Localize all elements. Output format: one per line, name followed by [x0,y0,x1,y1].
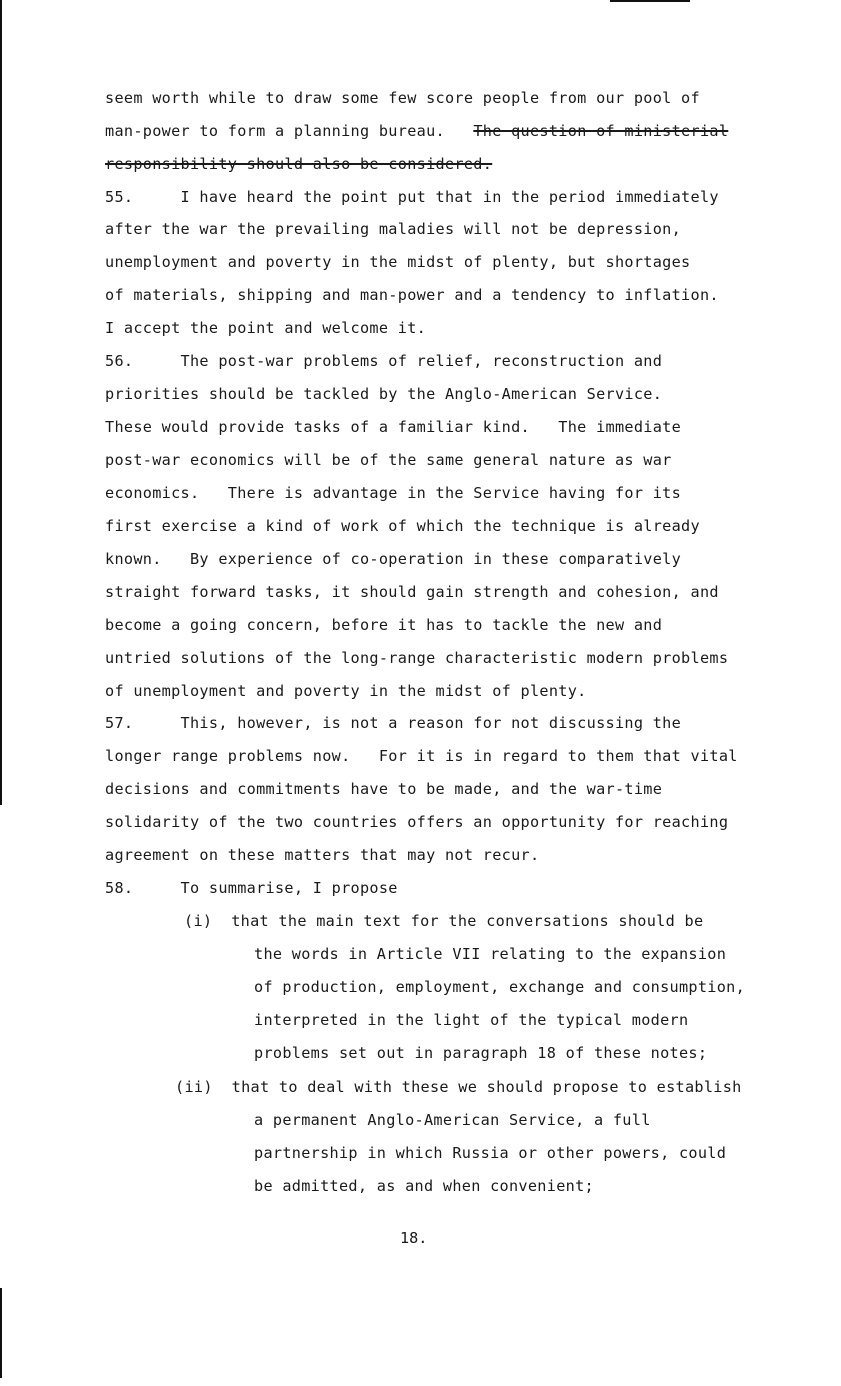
struck-text: The question of ministerial [473,122,729,140]
paragraph-56-line-9: become a going concern, before it has to tackle the new and [105,616,663,634]
struck-line: responsibility should also be considered. [105,155,493,173]
list-item-i-line-1: (i) that the main text for the conversations should be [184,912,704,930]
list-item-ii-line-1: (ii) that to deal with these we should propose to establish [175,1078,742,1096]
paragraph-55-line-1: 55. I have heard the point put that in the period immediately [105,188,719,206]
list-item-i-line-5: problems set out in paragraph 18 of these notes; [254,1044,708,1062]
text-line-2-main: man-power to form a planning bureau. [105,122,474,140]
list-item-i-line-3: of production, employment, exchange and consumption, [254,978,746,996]
paragraph-58-line-1: 58. To summarise, I propose [105,879,398,897]
paragraph-55-line-5: I accept the point and welcome it. [105,319,427,337]
paragraph-57-line-5: agreement on these matters that may not recur. [105,846,540,864]
paragraph-57-line-4: solidarity of the two countries offers an opportunity for reaching [105,813,729,831]
paragraph-56-line-6: first exercise a kind of work of which the technique is already [105,517,700,535]
list-item-ii-line-2: a permanent Anglo-American Service, a full [254,1111,651,1129]
page-number: 18. [400,1229,428,1247]
paragraph-57-line-2: longer range problems now. For it is in regard to them that vital [105,747,738,765]
text-line-1: seem worth while to draw some few score people from our pool of [105,89,700,107]
list-item-i-line-2: the words in Article VII relating to the expansion [254,945,727,963]
paragraph-55-line-3: unemployment and poverty in the midst of plenty, but shortages [105,253,691,271]
paragraph-56-line-1: 56. The post-war problems of relief, reconstruction and [105,352,663,370]
paragraph-56-line-2: priorities should be tackled by the Anglo-American Service. [105,385,663,403]
paragraph-57-line-1: 57. This, however, is not a reason for not discussing the [105,714,682,732]
list-item-ii-line-4: be admitted, as and when convenient; [254,1177,594,1195]
list-item-ii-line-3: partnership in which Russia or other powers, could [254,1144,727,1162]
text-line-2 [105,121,728,141]
paragraph-56-line-11: of unemployment and poverty in the midst of plenty. [105,682,587,700]
top-edge-mark [610,0,690,2]
paragraph-56-line-3: These would provide tasks of a familiar kind. The immediate [105,418,682,436]
paragraph-56-line-10: untried solutions of the long-range characteristic modern problems [105,649,729,667]
paragraph-56-line-7: known. By experience of co-operation in these comparatively [105,550,682,568]
paragraph-56-line-4: post-war economics will be of the same general nature as war [105,451,672,469]
paragraph-55-line-2: after the war the prevailing maladies will not be depression, [105,220,682,238]
list-item-i-line-4: interpreted in the light of the typical modern [254,1011,689,1029]
paragraph-56-line-5: economics. There is advantage in the Service having for its [105,484,682,502]
left-edge-bar [0,0,2,805]
left-edge-bar-bottom [0,1288,2,1378]
paragraph-56-line-8: straight forward tasks, it should gain strength and cohesion, and [105,583,719,601]
paragraph-55-line-4: of materials, shipping and man-power and a tendency to inflation. [105,286,719,304]
paragraph-57-line-3: decisions and commitments have to be made, and the war-time [105,780,663,798]
